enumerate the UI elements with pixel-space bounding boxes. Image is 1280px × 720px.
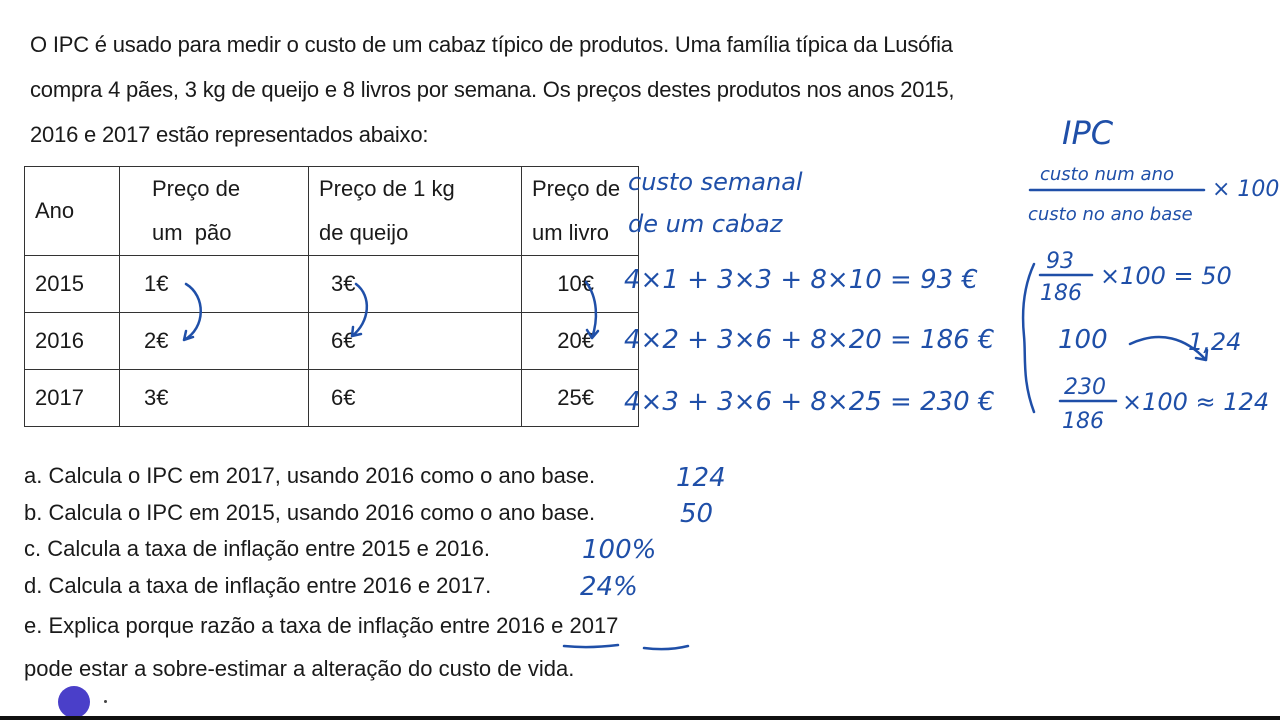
cell-livro: 25€ [522,370,639,427]
cell-queijo: 6€ [309,370,522,427]
ipc-2016: 100 [1058,325,1108,355]
question-a: a. Calcula o IPC em 2017, usando 2016 como o ano base. [24,463,596,488]
ipc-2015-result: ×100 = 50 [1100,262,1232,290]
question-c: c. Calcula a taxa de inflação entre 2015 e 2016. [24,536,490,561]
formula-denominator: custo no ano base [1028,204,1193,225]
pointer-cursor-icon [58,686,90,718]
calc-2015: 4×1 + 3×3 + 8×10 = 93 € [624,265,978,295]
header-preco-queijo-line-2: de queijo [319,220,409,245]
intro-line-3: 2016 e 2017 estão representados abaixo: [30,122,429,147]
answer-d: 24% [580,572,638,602]
ipc-factor: 1,24 [1188,328,1242,356]
intro-line-1: O IPC é usado para medir o custo de um cabaz típico de produtos. Uma família típica da Lusófia [30,32,953,57]
header-preco-livro-line-1: Preço de [532,176,621,201]
intro-line-2: compra 4 pães, 3 kg de queijo e 8 livros por semana. Os preços destes produtos nos anos 2015, [30,77,955,102]
cell-pao: 1€ [120,256,309,313]
answer-b: 50 [680,499,714,529]
ipc-2017-denominator: 186 [1062,409,1104,434]
calc-2017: 4×3 + 3×6 + 8×25 = 230 € [624,387,995,417]
ipc-2017-result: ×100 ≈ 124 [1122,388,1270,416]
ipc-title: IPC [1062,114,1114,152]
cell-ano: 2016 [25,313,120,370]
question-e-line-2: pode estar a sobre-estimar a alteração do custo de vida. [24,655,575,681]
cell-pao: 3€ [120,370,309,427]
ipc-2017-numerator: 230 [1064,375,1106,400]
header-preco-queijo-line-1: Preço de 1 kg [319,176,455,201]
question-b: b. Calcula o IPC em 2015, usando 2016 como o ano base. [24,499,596,525]
cell-livro: 10€ [522,256,639,313]
ipc-2015-numerator: 93 [1046,249,1074,274]
underline-2016 [564,645,618,647]
cell-queijo: 3€ [309,256,522,313]
bottom-divider [0,716,1280,720]
arrow-pao-icon [184,284,201,340]
ipc-2015-denominator: 186 [1040,281,1082,306]
cell-livro: 20€ [522,313,639,370]
answer-a: 124 [676,463,726,493]
pointer-trail-icon [104,700,107,703]
label-custo-semanal: custo semanal [628,168,803,196]
answer-c: 100% [582,535,657,565]
question-d: d. Calcula a taxa de inflação entre 2016 e 2017. [24,572,492,598]
header-preco-pao-line-2: um pão [152,220,232,245]
label-de-um-cabaz: de um cabaz [628,210,783,238]
header-preco-livro-line-2: um livro [532,220,610,245]
cell-ano: 2017 [25,370,120,427]
header-ano: Ano [25,167,120,256]
arrow-queijo-icon [352,284,367,336]
cell-ano: 2015 [25,256,120,313]
formula-times-100: × 100 [1212,177,1280,202]
underline-2017 [644,646,688,649]
formula-numerator: custo num ano [1040,164,1174,185]
brace-icon [1023,264,1034,412]
arrow-livro-icon [586,282,598,338]
cell-queijo: 6€ [309,313,522,370]
cell-pao: 2€ [120,313,309,370]
question-e-line-1: e. Explica porque razão a taxa de inflação entre 2016 e 2017 [24,613,619,638]
calc-2016: 4×2 + 3×6 + 8×20 = 186 € [624,325,995,355]
header-preco-pao-line-1: Preço de [152,176,241,201]
